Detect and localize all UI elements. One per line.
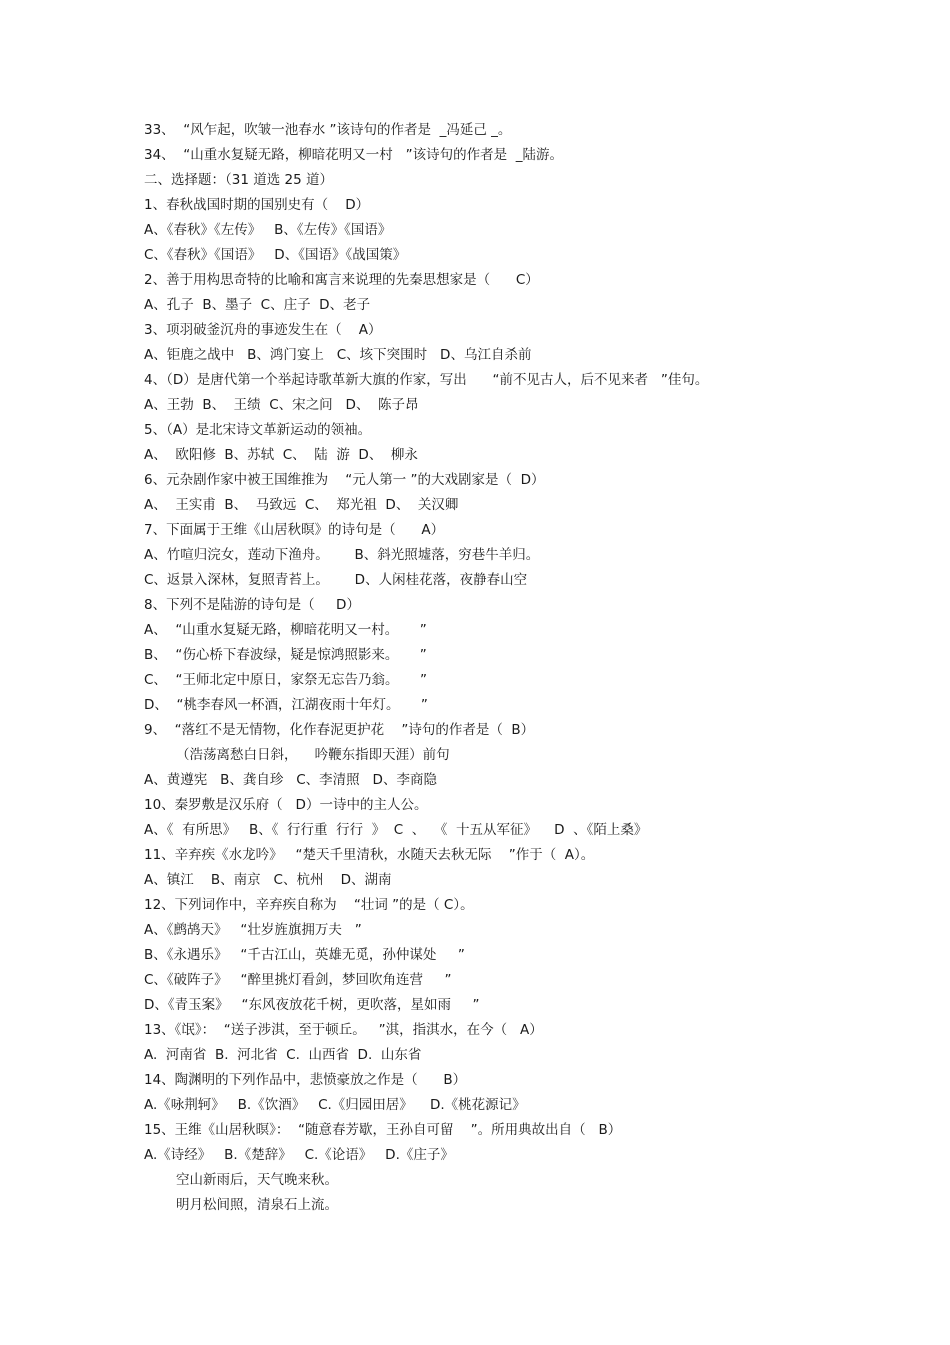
option-12-c: C、《破阵子》 “醉里挑灯看剑，梦回吹角连营 ”: [144, 972, 452, 988]
question-14: 14、陶渊明的下列作品中，悲愤豪放之作是（ B）: [144, 1072, 467, 1088]
question-4: 4、（D）是唐代第一个举起诗歌革新大旗的作家，写出 “前不见古人，后不见来者 ”佳句。: [144, 372, 709, 388]
option-12-b: B、《永遇乐》 “千古江山，英雄无觅，孙仲谋处 ”: [144, 947, 465, 963]
question-5: 5、（A）是北宋诗文革新运动的领袖。: [144, 422, 372, 438]
options-5: A、 欧阳修 B、苏轼 C、 陆 游 D、 柳永: [144, 447, 418, 463]
option-12-a: A、《鹧鸪天》 “壮岁旌旗拥万夫 ”: [144, 922, 362, 938]
option-8-b: B、 “伤心桥下春波绿，疑是惊鸿照影来。 ”: [144, 647, 427, 663]
option-8-c: C、 “王师北定中原日，家祭无忘告乃翁。 ”: [144, 672, 427, 688]
options-1-cd: C、《春秋》《国语》 D、《国语》《战国策》: [144, 247, 407, 263]
options-10: A、《 有所思》 B、《 行行重 行行 》 C 、 《 十五从军征》 D 、《陌上桑》: [144, 822, 648, 838]
option-8-a: A、 “山重水复疑无路，柳暗花明又一村。 ”: [144, 622, 427, 638]
poem-line-2: 明月松间照，清泉石上流。: [176, 1197, 338, 1213]
options-3: A、钜鹿之战中 B、鸿门宴上 C、垓下突围时 D、乌江自杀前: [144, 347, 532, 363]
options-7-cd: C、返景入深林，复照青苔上。 D、人闲桂花落，夜静春山空: [144, 572, 528, 588]
options-13: A. 河南省 B. 河北省 C. 山西省 D. 山东省: [144, 1047, 422, 1063]
question-34: 34、 “山重水复疑无路，柳暗花明又一村 ”该诗句的作者是 _陆游。: [144, 147, 563, 163]
option-12-d: D、《青玉案》 “东风夜放花千树，更吹落，星如雨 ”: [144, 997, 480, 1013]
question-10: 10、秦罗敷是汉乐府（ D）一诗中的主人公。: [144, 797, 428, 813]
section-heading-choice: 二、选择题：（31 道选 25 道）: [144, 172, 333, 188]
options-2: A、孔子 B、墨子 C、庄子 D、老子: [144, 297, 371, 313]
question-6: 6、元杂剧作家中被王国维推为 “元人第一 ”的大戏剧家是（ D）: [144, 472, 545, 488]
question-13: 13、《氓》： “送子涉淇，至于顿丘。 ”淇，指淇水，在今（ A）: [144, 1022, 543, 1038]
options-14: A.《咏荆轲》 B.《饮酒》 C.《归园田居》 D.《桃花源记》: [144, 1097, 526, 1113]
options-7-ab: A、竹喧归浣女，莲动下渔舟。 B、斜光照墟落，穷巷牛羊归。: [144, 547, 540, 563]
option-8-d: D、 “桃李春风一杯酒，江湖夜雨十年灯。 ”: [144, 697, 428, 713]
question-2: 2、善于用构思奇特的比喻和寓言来说理的先秦思想家是（ C）: [144, 272, 539, 288]
options-4: A、王勃 B、 王绩 C、宋之问 D、 陈子昂: [144, 397, 419, 413]
options-6: A、 王实甫 B、 马致远 C、 郑光祖 D、 关汉卿: [144, 497, 459, 513]
question-15: 15、王维《山居秋暝》： “随意春芳歇，王孙自可留 ”。所用典故出自（ B）: [144, 1122, 622, 1138]
question-8: 8、下列不是陆游的诗句是（ D）: [144, 597, 360, 613]
options-1-ab: A、《春秋》《左传》 B、《左传》《国语》: [144, 222, 392, 238]
options-11: A、镇江 B、南京 C、杭州 D、湖南: [144, 872, 392, 888]
question-3: 3、项羽破釜沉舟的事迹发生在（ A）: [144, 322, 382, 338]
question-1: 1、春秋战国时期的国别史有（ D）: [144, 197, 370, 213]
question-12: 12、下列词作中，辛弃疾自称为 “壮词 ”的是（ C）。: [144, 897, 474, 913]
options-15: A.《诗经》 B.《楚辞》 C.《论语》 D.《庄子》: [144, 1147, 454, 1163]
question-11: 11、辛弃疾《水龙吟》 “楚天千里清秋，水随天去秋无际 ”作于（ A）。: [144, 847, 595, 863]
question-33: 33、 “风乍起，吹皱一池春水 ”该诗句的作者是 _冯延己 _。: [144, 122, 512, 138]
question-9-note: （浩荡离愁白日斜， 吟鞭东指即天涯）前句: [176, 747, 450, 763]
question-9: 9、 “落红不是无情物，化作春泥更护花 ”诗句的作者是（ B）: [144, 722, 535, 738]
options-9: A、黄遵宪 B、龚自珍 C、李清照 D、李商隐: [144, 772, 437, 788]
poem-line-1: 空山新雨后，天气晚来秋。: [176, 1172, 338, 1188]
question-7: 7、下面属于王维《山居秋暝》的诗句是（ A）: [144, 522, 445, 538]
